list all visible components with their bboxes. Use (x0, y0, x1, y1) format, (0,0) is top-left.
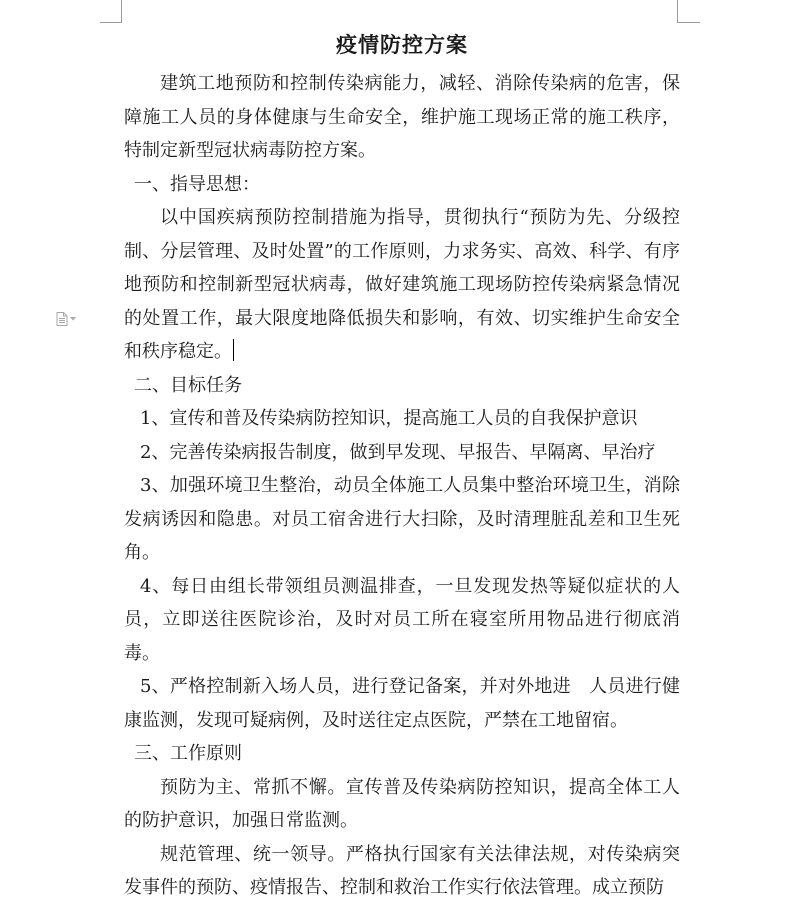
crop-mark-top-left (100, 22, 122, 23)
document-title: 疫情防控方案 (336, 33, 468, 57)
list-item-task-1: 1、宣传和普及传染病防控知识，提高施工人员的自我保护意识 (140, 408, 638, 429)
list-item-task-5: 5、严格控制新入场人员，进行登记备案，并对外地进 人员进行健康监测，发现可疑病例，及时送往定点医院，严禁在工地留宿。 (124, 676, 680, 731)
section-heading-guiding-thought: 一、指导思想： (134, 173, 260, 195)
list-item-task-3: 3、加强环境卫生整治，动员全体施工人员集中整治环境卫生，消除发病诱因和隐患。对员工宿舍进行大扫除，及时清理脏乱差和卫生死角。 (124, 475, 680, 563)
crop-mark-top-right (678, 22, 700, 23)
crop-mark-top-right-vertical (677, 0, 678, 23)
document-icon (56, 312, 68, 326)
section-heading-principles: 三、工作原则 (134, 743, 242, 764)
paragraph-principle-2: 规范管理、统一领导。严格执行国家有关法律法规，对传染病突发事件的预防、疫情报告、控制和救治工作实行依法管理。成立预防 (124, 843, 680, 898)
text-cursor (233, 339, 234, 361)
paragraph-intro: 建筑工地预防和控制传染病能力，减轻、消除传染病的危害，保障施工人员的身体健康与生命安全，维护施工现场正常的施工秩序，特制定新型冠状病毒防控方案。 (124, 73, 680, 161)
crop-mark-top-left-vertical (121, 0, 122, 23)
paragraph-options-button[interactable] (56, 311, 82, 327)
paragraph-principle-1: 预防为主、常抓不懈。宣传普及传染病防控知识，提高全体工人的防护意识，加强日常监测。 (124, 776, 680, 831)
paragraph-guiding-thought (124, 201, 680, 369)
chevron-down-icon (70, 317, 76, 321)
section-heading-objectives: 二、目标任务 (134, 374, 242, 396)
paragraph-guiding-thought-text: 以中国疾病预防控制措施为指导，贯彻执行“预防为先、分级控制、分层管理、及时处置”的工作原则，力求务实、高效、科学、有序地预防和控制新型冠状病毒，做好建筑施工现场防控传染病紧急情况的处置工作，最大限度地降低损失和影响，有效、切实维护生命安全和秩序稳定。 (124, 207, 680, 362)
list-item-task-4: 4、每日由组长带领组员测温排查，一旦发现发热等疑似症状的人员，立即送往医院诊治，及时对员工所在寝室所用物品进行彻底消毒。 (124, 575, 680, 664)
list-item-task-2: 2、完善传染病报告制度，做到早发现、早报告、早隔离、早治疗 (140, 441, 656, 463)
document-body[interactable] (124, 28, 680, 905)
